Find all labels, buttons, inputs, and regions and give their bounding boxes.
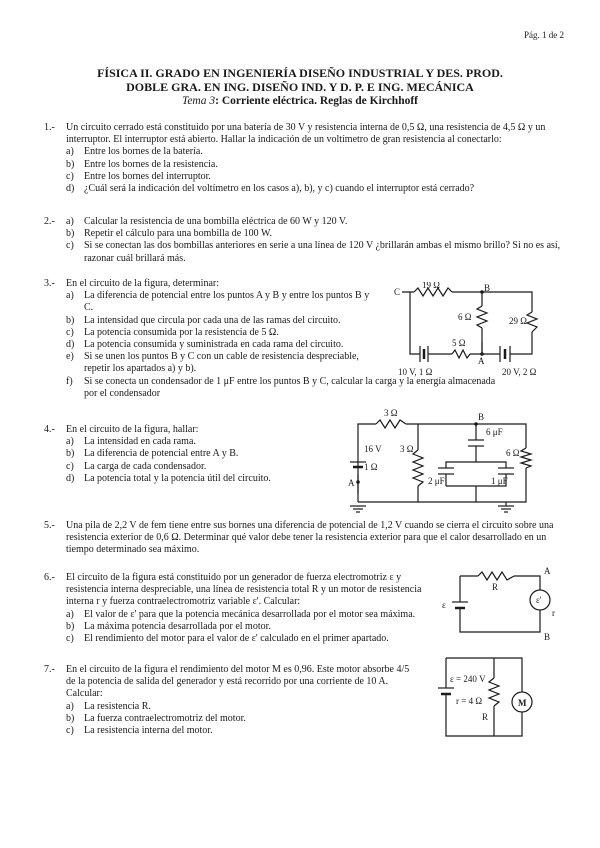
problem-item [66, 290, 374, 314]
label-3-ohm-left: 3 Ω [400, 444, 414, 454]
circuit-figure-7 [436, 648, 556, 744]
problem-statement: Una pila de 2,2 V de fem tiene entre sus bornes una diferencia de potencial de 1,2 V cuando se cierra el circuito sobre una resistencia exterior de 0,6 Ω. Determinar qué valor debe tener la resistencia exterior para que el calor desarrollado en un tiempo determinado sea máximo. [66, 520, 554, 556]
item-text: Entre los bornes de la batería. [84, 146, 203, 158]
circuit-figure-6 [440, 566, 560, 642]
battery-240v [438, 688, 454, 694]
problem-item [66, 183, 564, 195]
label-b: B [484, 283, 491, 293]
item-label: a) [66, 290, 74, 302]
problem-item [66, 701, 414, 713]
problem-item [66, 351, 374, 375]
problem-item [66, 315, 374, 327]
problem-number: 6.- [44, 572, 55, 583]
problem-item [66, 228, 564, 240]
problem-number: 3.- [44, 278, 55, 289]
item-label: b) [66, 228, 75, 240]
problem-number: 2.- [44, 216, 55, 227]
circuit-wires [460, 576, 540, 632]
item-text: La potencia consumida por la resistencia de 5 Ω. [84, 326, 279, 338]
item-label: c) [66, 326, 74, 338]
problem-item [66, 159, 564, 171]
item-label: a) [66, 700, 74, 712]
item-text: La intensidad que circula por cada una de las ramas del circuito. [84, 314, 341, 326]
label-29-ohm: 29 Ω [509, 316, 527, 326]
capacitor-2uf [438, 468, 454, 474]
item-text: Entre los bornes de la resistencia. [84, 158, 218, 170]
problem-statement: En el circuito de la figura, hallar: [66, 424, 199, 435]
label-a: A [544, 566, 551, 576]
label-b: B [544, 632, 551, 642]
item-label: b) [66, 158, 75, 170]
item-label: b) [66, 712, 75, 724]
item-text: El rendimiento del motor para el valor de ε' calculado en el primer apartado. [84, 633, 389, 645]
label-a: A [478, 356, 485, 366]
problem-item [66, 146, 564, 158]
header-line-1: FÍSICA II. GRADO EN INGENIERÍA DISEÑO INDUSTRIAL Y DES. PROD. [97, 66, 503, 80]
label-6-ohm: 6 Ω [458, 312, 472, 322]
problem-item [66, 448, 364, 460]
problem-statement: Un circuito cerrado está constituido por una batería de 30 V y resistencia interna de 0,5 Ω, una resistencia de 4,5 Ω y un interruptor. El interruptor está abierto. Hallar la indicación de un voltímetro de gran resistencia al conectarlo: [66, 122, 546, 146]
problem-item [66, 436, 364, 448]
item-text: Si se unen los puntos B y C con un cable de resistencia despreciable, repetir los apartados a) y b). [84, 351, 359, 375]
item-label: c) [66, 725, 74, 737]
label-internal-r: r = 4 Ω [456, 696, 483, 706]
label-16v: 16 V [364, 444, 382, 454]
label-1uf: 1 μF [491, 476, 508, 486]
label-battery-10v: 10 V, 1 Ω [398, 367, 433, 377]
label-r: r [552, 608, 555, 618]
battery-20v [500, 346, 510, 362]
resistor-29-ohm [527, 312, 537, 332]
problem-item [66, 473, 364, 485]
topic-label: Tema 3 [181, 95, 216, 107]
resistor-3-ohm-left [413, 450, 423, 486]
item-text: Si se conecta un condensador de 1 μF entre los puntos B y C, calcular la carga y la energía almacenada por el condensador [84, 375, 496, 399]
item-label: c) [66, 460, 74, 472]
item-label: c) [66, 633, 74, 645]
battery-10v [420, 346, 428, 362]
problem-statement: En el circuito de la figura el rendimiento del motor M es 0,96. Este motor absorbe 4/5 de la potencia de salida del generador y está recorrido por una corriente de 10 A. Calcular: [66, 664, 410, 700]
topic-title: : Corriente eléctrica. Reglas de Kirchhoff [215, 95, 418, 107]
item-text: La potencia consumida y suministrada en cada rama del circuito. [84, 339, 344, 351]
resistor-3-ohm-top [376, 420, 406, 428]
resistor-r-line [478, 572, 514, 580]
label-r: R [482, 712, 489, 722]
item-text: La intensidad en cada rama. [84, 436, 196, 448]
item-label: b) [66, 448, 75, 460]
problem-2 [44, 216, 564, 265]
problem-6 [44, 572, 434, 645]
label-emf: ε = 240 V [450, 674, 486, 684]
problem-4 [44, 424, 364, 485]
problem-item [66, 621, 434, 633]
label-epsilon-prime: ε' [536, 595, 542, 605]
item-text: Si se conectan las dos bombillas anteriores en serie a una línea de 120 V ¿brillarán ambas el mismo brillo? Si no es así, razonar cuál brillará más. [84, 240, 561, 264]
item-text: Repetir el cálculo para una bombilla de 100 W. [84, 228, 272, 240]
label-3-ohm-top: 3 Ω [384, 408, 398, 418]
problem-item [66, 609, 434, 621]
item-text: El valor de ε' para que la potencia mecánica desarrollada por el motor sea máxima. [84, 608, 416, 620]
resistor-6-ohm [477, 306, 487, 328]
problem-item [66, 461, 364, 473]
problem-1 [44, 122, 564, 195]
item-text: ¿Cuál será la indicación del voltímetro en los casos a), b), y c) cuando el interruptor está cerrado? [84, 183, 475, 195]
problem-item [66, 725, 414, 737]
label-motor: M [518, 698, 527, 708]
item-text: Entre los bornes del interruptor. [84, 170, 211, 182]
resistor-5-ohm [452, 350, 470, 358]
problem-7 [44, 664, 414, 737]
topic-heading [0, 94, 600, 108]
item-label: a) [66, 146, 74, 158]
label-19-ohm: 19 Ω [422, 282, 440, 290]
item-text: La carga de cada condensador. [84, 460, 207, 472]
item-text: La diferencia de potencial entre A y B. [84, 448, 239, 460]
node-a [356, 480, 360, 484]
item-text: La máxima potencia desarrollada por el motor. [84, 620, 271, 632]
item-label: f) [66, 375, 73, 387]
problem-5 [44, 520, 564, 557]
resistor-6-ohm [521, 448, 531, 468]
label-6-ohm: 6 Ω [506, 448, 520, 458]
label-c: C [394, 287, 401, 297]
page-number: Pág. 1 de 2 [524, 30, 564, 40]
capacitor-6uf [468, 440, 484, 446]
item-label: d) [66, 472, 75, 484]
circuit-figure-3 [392, 282, 562, 382]
circuit-figure-4 [346, 402, 546, 514]
item-label: a) [66, 216, 74, 227]
node-b [474, 422, 478, 426]
problem-number: 1.- [44, 122, 55, 133]
problem-statement: En el circuito de la figura, determinar: [66, 278, 219, 289]
label-battery-20v: 20 V, 2 Ω [502, 367, 537, 377]
label-5-ohm: 5 Ω [452, 338, 466, 348]
problem-item [66, 327, 374, 339]
label-r-line: R [492, 582, 499, 592]
problem-number: 7.- [44, 664, 55, 675]
label-a: A [348, 478, 355, 488]
item-label: e) [66, 351, 74, 363]
item-label: a) [66, 608, 74, 620]
label-2uf: 2 μF [428, 476, 445, 486]
problem-item [66, 171, 564, 183]
capacitor-1uf [498, 468, 514, 474]
problem-item [66, 216, 564, 228]
label-6uf: 6 μF [486, 427, 503, 437]
item-text: La fuerza contraelectromotriz del motor. [84, 712, 246, 724]
item-label: c) [66, 170, 74, 182]
problem-item [66, 240, 564, 264]
resistor-r [489, 678, 499, 706]
item-text: La diferencia de potencial entre los puntos A y B y entre los puntos B y C. [84, 290, 370, 314]
item-text: Calcular la resistencia de una bombilla eléctrica de 60 W y 120 V. [84, 216, 348, 227]
battery-generator [452, 602, 468, 608]
ground-symbols [350, 506, 514, 512]
problem-number: 4.- [44, 424, 55, 435]
item-label: a) [66, 436, 74, 448]
item-label: d) [66, 339, 75, 351]
item-text: La resistencia interna del motor. [84, 725, 213, 737]
problem-item [66, 339, 374, 351]
header-line-2: DOBLE GRA. EN ING. DISEÑO IND. Y D. P. E ING. MECÁNICA [126, 80, 474, 94]
item-label: b) [66, 314, 75, 326]
problem-number: 5.- [44, 520, 55, 531]
item-text: La potencia total y la potencia útil del circuito. [84, 472, 271, 484]
item-label: c) [66, 240, 74, 252]
label-b: B [478, 412, 485, 422]
item-label: b) [66, 620, 75, 632]
label-1-ohm: 1 Ω [364, 462, 378, 472]
item-label: d) [66, 183, 75, 195]
problem-item [66, 713, 414, 725]
problem-statement: El circuito de la figura está constituido por un generador de fuerza electromotriz ε y resistencia interna despreciable, una línea de resistencia total R y un motor de resistencia interna r y fuerza contraelectromotriz variable ε'. Calcular: [66, 572, 422, 608]
item-text: La resistencia R. [84, 700, 151, 712]
label-epsilon: ε [442, 600, 446, 610]
